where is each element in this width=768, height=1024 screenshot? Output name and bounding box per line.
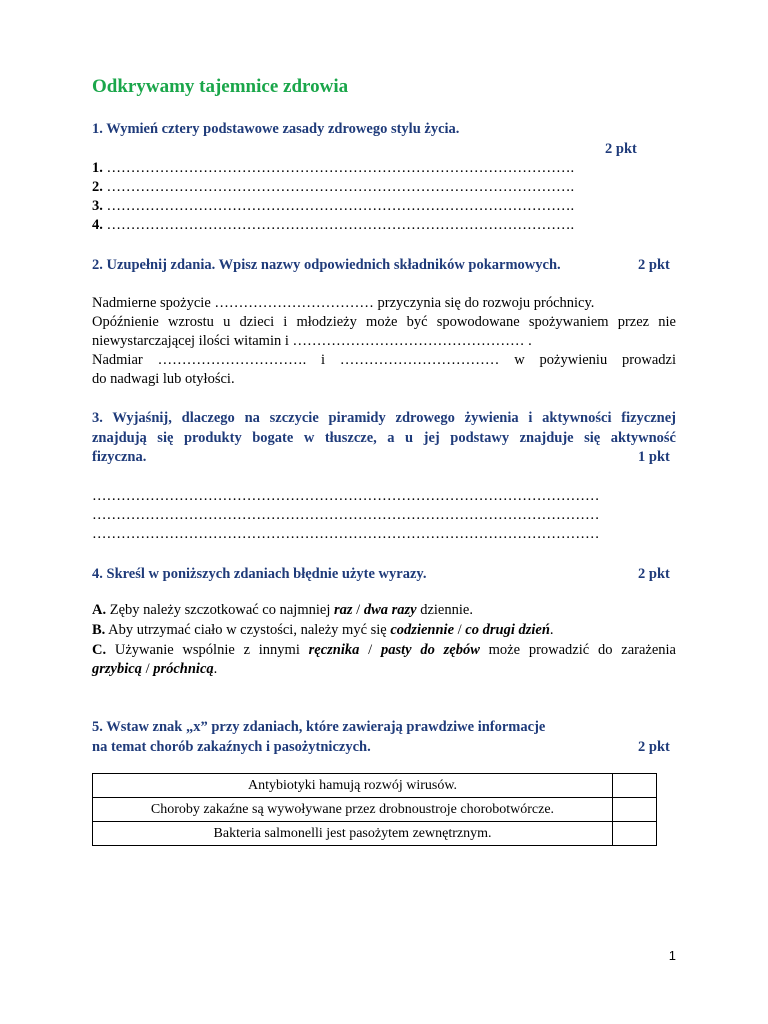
sentence-text: Zęby należy szczotkować co najmniej — [106, 602, 334, 618]
table-row — [93, 798, 657, 822]
sentence-c-cont — [92, 661, 217, 678]
question-5-points: 2 pkt — [638, 739, 670, 755]
sentence-c — [92, 642, 676, 659]
option-word[interactable]: próchnicą — [153, 661, 214, 677]
option-word[interactable]: raz — [333, 602, 353, 618]
option-word[interactable]: dwa razy — [363, 602, 417, 618]
answer-line: …………………………………………………………………………………………… — [92, 526, 600, 542]
sentence-text: dziennie. — [416, 602, 473, 618]
sentence-a — [92, 602, 473, 619]
option-word[interactable]: ręcznika — [308, 642, 360, 658]
answer-checkbox[interactable] — [613, 798, 657, 822]
answer-line-dots: ……………………………………………………………………………………. — [102, 217, 575, 233]
answer-line-dots: ……………………………………………………………………………………. — [102, 198, 575, 214]
option-separator: / — [352, 602, 364, 618]
sentence-text: może prowadzić do zarażenia — [479, 642, 676, 658]
question-5-line-2: na temat chorób zakaźnych i pasożytniczych. — [92, 739, 371, 755]
question-3-line-2: znajdują się produkty bogate w tłuszcze, a u jej podstawy znajduje się aktywność — [92, 430, 676, 446]
sentence-b — [92, 622, 554, 639]
option-separator: / — [141, 661, 154, 677]
sentence-text: Używanie wspólnie z innymi — [106, 642, 309, 658]
statement-cell: Choroby zakaźne są wywoływane przez drobnoustroje chorobotwórcze. — [93, 798, 613, 822]
answer-line-number: 1. — [92, 160, 103, 176]
fill-sentence-3b: do nadwagi lub otyłości. — [92, 371, 235, 387]
fill-sentence-2b: niewystarczającej ilości witamin i ………………………………………… . — [92, 333, 532, 349]
answer-checkbox[interactable] — [613, 822, 657, 846]
fill-sentence-2: Opóźnienie wzrostu u dzieci i młodzieży może być spowodowane spożywaniem przez nie — [92, 314, 676, 330]
answer-line: …………………………………………………………………………………………… — [92, 507, 600, 523]
question-2-points: 2 pkt — [638, 257, 670, 273]
sentence-text: . — [549, 622, 554, 638]
option-word[interactable]: codziennie — [390, 622, 455, 638]
option-separator: / — [359, 642, 381, 658]
question-3-line-3: fizyczna. — [92, 449, 147, 465]
table-row — [93, 774, 657, 798]
fill-sentence-3: Nadmiar …………………………. i …………………………… w pożywieniu prowadzi — [92, 352, 676, 368]
answer-line-number: 4. — [92, 217, 103, 233]
statement-cell: Antybiotyki hamują rozwój wirusów. — [93, 774, 613, 798]
answer-line-3 — [92, 198, 574, 215]
option-word[interactable]: grzybicą — [92, 661, 142, 677]
page-title: Odkrywamy tajemnice zdrowia — [92, 76, 349, 97]
question-4-points: 2 pkt — [638, 566, 670, 582]
sentence-text: . — [213, 661, 218, 677]
answer-line-2 — [92, 179, 574, 196]
question-2-text: 2. Uzupełnij zdania. Wpisz nazwy odpowiednich składników pokarmowych. — [92, 257, 561, 273]
option-separator: / — [454, 622, 466, 638]
question-3-line-1: 3. Wyjaśnij, dlaczego na szczycie piramidy zdrowego żywienia i aktywności fizycznej — [92, 410, 676, 426]
option-word[interactable]: pasty do zębów — [380, 642, 480, 658]
sentence-text: Aby utrzymać ciało w czystości, należy myć się — [105, 622, 391, 638]
question-1-text: 1. Wymień cztery podstawowe zasady zdrowego stylu życia. — [92, 121, 460, 137]
sentence-label: A. — [92, 602, 107, 618]
question-5-line-1: 5. Wstaw znak „x” przy zdaniach, które zawierają prawdziwe informacje — [92, 719, 546, 735]
table-row — [93, 822, 657, 846]
answer-line-1 — [92, 160, 574, 177]
question-4-text: 4. Skreśl w poniższych zdaniach błędnie użyte wyrazy. — [92, 566, 427, 582]
answer-line: …………………………………………………………………………………………… — [92, 488, 600, 504]
answer-line-number: 3. — [92, 198, 103, 214]
question-3-points: 1 pkt — [638, 449, 670, 465]
true-false-table — [92, 773, 657, 846]
sentence-label: B. — [92, 622, 106, 638]
answer-line-dots: ……………………………………………………………………………………. — [102, 179, 575, 195]
answer-line-4 — [92, 217, 574, 234]
sentence-label: C. — [92, 642, 107, 658]
fill-sentence-1: Nadmierne spożycie …………………………… przyczynia się do rozwoju próchnicy. — [92, 295, 595, 311]
question-1-points: 2 pkt — [605, 141, 637, 157]
statement-cell: Bakteria salmonelli jest pasożytem zewnętrznym. — [93, 822, 613, 846]
answer-line-dots: ……………………………………………………………………………………. — [102, 160, 575, 176]
option-word[interactable]: co drugi dzień — [465, 622, 550, 638]
answer-checkbox[interactable] — [613, 774, 657, 798]
page-number: 1 — [668, 948, 676, 963]
answer-line-number: 2. — [92, 179, 103, 195]
